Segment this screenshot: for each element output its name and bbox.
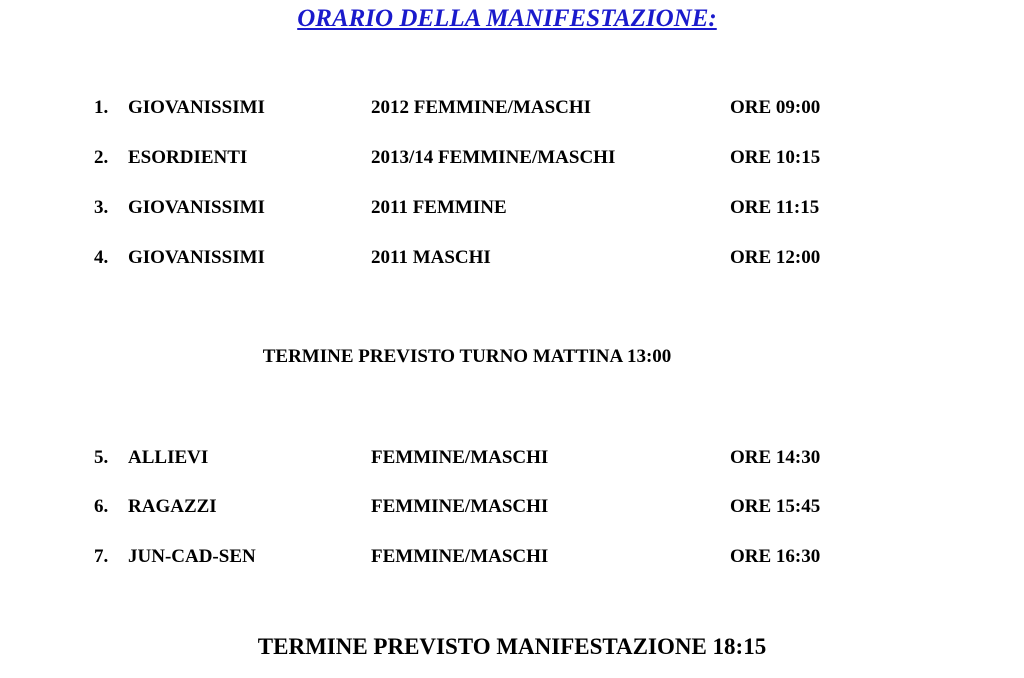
schedule-row <box>0 95 1024 121</box>
event-end-notice: TERMINE PREVISTO MANIFESTAZIONE 18:15 <box>257 634 767 659</box>
row-number: 3. <box>94 197 109 218</box>
row-category: JUN-CAD-SEN <box>128 546 256 567</box>
row-time: ORE 15:45 <box>730 496 821 517</box>
row-category: RAGAZZI <box>128 496 217 517</box>
row-category: GIOVANISSIMI <box>128 197 265 218</box>
row-number: 7. <box>94 546 109 567</box>
row-group: FEMMINE/MASCHI <box>371 496 549 517</box>
row-group: FEMMINE/MASCHI <box>371 447 549 468</box>
schedule-row <box>0 445 1024 471</box>
row-time: ORE 11:15 <box>730 197 820 218</box>
row-group: 2013/14 FEMMINE/MASCHI <box>371 147 616 168</box>
schedule-row <box>0 245 1024 271</box>
row-time: ORE 14:30 <box>730 447 821 468</box>
row-group: 2012 FEMMINE/MASCHI <box>371 97 592 118</box>
page-title: ORARIO DELLA MANIFESTAZIONE: <box>297 5 717 32</box>
row-time: ORE 10:15 <box>730 147 821 168</box>
row-time: ORE 16:30 <box>730 546 821 567</box>
row-number: 4. <box>94 247 109 268</box>
row-group: 2011 FEMMINE <box>371 197 507 218</box>
row-number: 6. <box>94 496 109 517</box>
row-category: GIOVANISSIMI <box>128 97 265 118</box>
row-group: FEMMINE/MASCHI <box>371 546 549 567</box>
schedule-row <box>0 494 1024 520</box>
schedule-row <box>0 544 1024 570</box>
row-category: ALLIEVI <box>128 447 209 468</box>
schedule-row <box>0 145 1024 171</box>
row-number: 5. <box>94 447 109 468</box>
row-group: 2011 MASCHI <box>371 247 491 268</box>
row-category: GIOVANISSIMI <box>128 247 265 268</box>
row-number: 2. <box>94 147 109 168</box>
morning-end-notice: TERMINE PREVISTO TURNO MATTINA 13:00 <box>262 346 672 367</box>
schedule-row <box>0 195 1024 221</box>
row-number: 1. <box>94 97 109 118</box>
row-time: ORE 09:00 <box>730 97 821 118</box>
row-time: ORE 12:00 <box>730 247 821 268</box>
row-category: ESORDIENTI <box>128 147 248 168</box>
